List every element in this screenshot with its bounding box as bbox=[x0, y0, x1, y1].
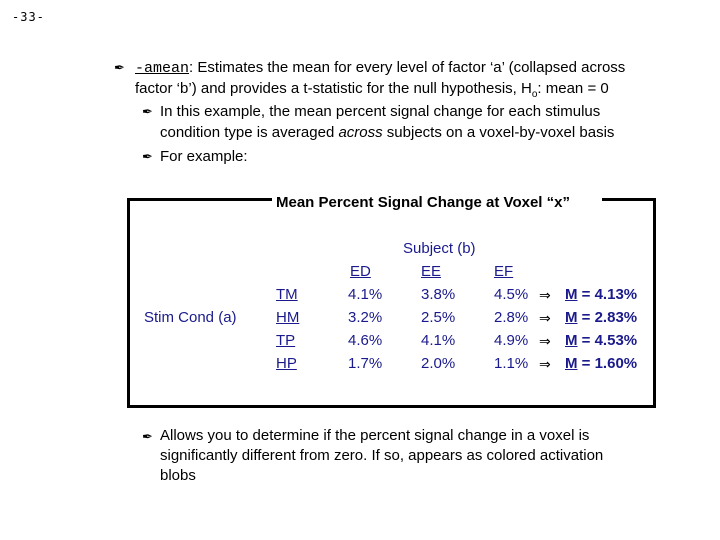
amean-option: -amean bbox=[135, 60, 190, 77]
sub-bullet-1-line-2 bbox=[160, 123, 614, 143]
implies-arrow-icon: ⇒ bbox=[539, 357, 551, 373]
mean-value: = 4.53% bbox=[577, 332, 638, 349]
page-number: -33- bbox=[12, 10, 45, 24]
null-hypothesis-text: factor ‘b’) and provides a t-statistic for the null hypothesis, H bbox=[135, 80, 532, 97]
row-mean bbox=[565, 332, 637, 349]
stim-cond-label: Stim Cond (a) bbox=[144, 309, 237, 326]
cond-tm: TM bbox=[276, 286, 298, 303]
table-cell: 1.7% bbox=[348, 355, 383, 372]
subject-ed: ED bbox=[350, 263, 371, 280]
table-cell: 2.8% bbox=[494, 309, 529, 326]
table-title: Mean Percent Signal Change at Voxel “x” bbox=[276, 194, 570, 211]
mean-label: M bbox=[565, 309, 578, 326]
table-cell: 1.1% bbox=[494, 355, 529, 372]
sub-bullet-2-text: For example: bbox=[160, 148, 248, 165]
subject-ef: EF bbox=[494, 263, 514, 280]
null-hypothesis-subscript: o bbox=[531, 89, 538, 100]
mean-label: M bbox=[565, 355, 578, 372]
implies-arrow-icon: ⇒ bbox=[539, 311, 551, 327]
table-cell: 4.9% bbox=[494, 332, 529, 349]
mean-value: = 4.13% bbox=[577, 286, 638, 303]
sub-bullet-1-text-a: condition type is averaged bbox=[160, 124, 339, 141]
null-hypothesis-equation: : mean = 0 bbox=[537, 80, 609, 97]
mean-value: = 2.83% bbox=[577, 309, 638, 326]
mean-label: M bbox=[565, 332, 578, 349]
table-box bbox=[127, 198, 656, 408]
footer-line-3: blobs bbox=[160, 467, 196, 484]
mean-label: M bbox=[565, 286, 578, 303]
footer-line-1: Allows you to determine if the percent signal change in a voxel is bbox=[160, 427, 590, 444]
sub-bullet-icon: ✒ bbox=[142, 105, 153, 120]
table-cell: 4.1% bbox=[421, 332, 456, 349]
implies-arrow-icon: ⇒ bbox=[539, 334, 551, 350]
main-bullet-text: : Estimates the mean for every level of factor ‘a’ (collapsed across bbox=[189, 59, 626, 76]
sub-bullet-icon: ✒ bbox=[142, 430, 153, 445]
row-mean bbox=[565, 286, 637, 303]
sub-bullet-icon: ✒ bbox=[142, 150, 153, 165]
main-bullet-line-1 bbox=[135, 58, 625, 79]
table-cell: 3.8% bbox=[421, 286, 456, 303]
row-mean bbox=[565, 309, 637, 326]
table-cell: 4.6% bbox=[348, 332, 383, 349]
sub-bullet-1-emphasis: across bbox=[338, 124, 383, 141]
footer-line-2: significantly different from zero. If so, appears as colored activation bbox=[160, 447, 604, 464]
sub-bullet-1-line-1: In this example, the mean percent signal change for each stimulus bbox=[160, 103, 601, 120]
table-cell: 4.1% bbox=[348, 286, 383, 303]
bullet-icon: ✒ bbox=[114, 61, 125, 76]
cond-hp: HP bbox=[276, 355, 297, 372]
table-cell: 2.0% bbox=[421, 355, 456, 372]
subject-ee: EE bbox=[421, 263, 442, 280]
cond-hm: HM bbox=[276, 309, 300, 326]
row-mean bbox=[565, 355, 637, 372]
mean-value: = 1.60% bbox=[577, 355, 638, 372]
table-cell: 4.5% bbox=[494, 286, 529, 303]
table-cell: 3.2% bbox=[348, 309, 383, 326]
subject-header: Subject (b) bbox=[403, 240, 476, 257]
sub-bullet-1-text-b: subjects on a voxel-by-voxel basis bbox=[382, 124, 615, 141]
implies-arrow-icon: ⇒ bbox=[539, 288, 551, 304]
cond-tp: TP bbox=[276, 332, 296, 349]
table-cell: 2.5% bbox=[421, 309, 456, 326]
